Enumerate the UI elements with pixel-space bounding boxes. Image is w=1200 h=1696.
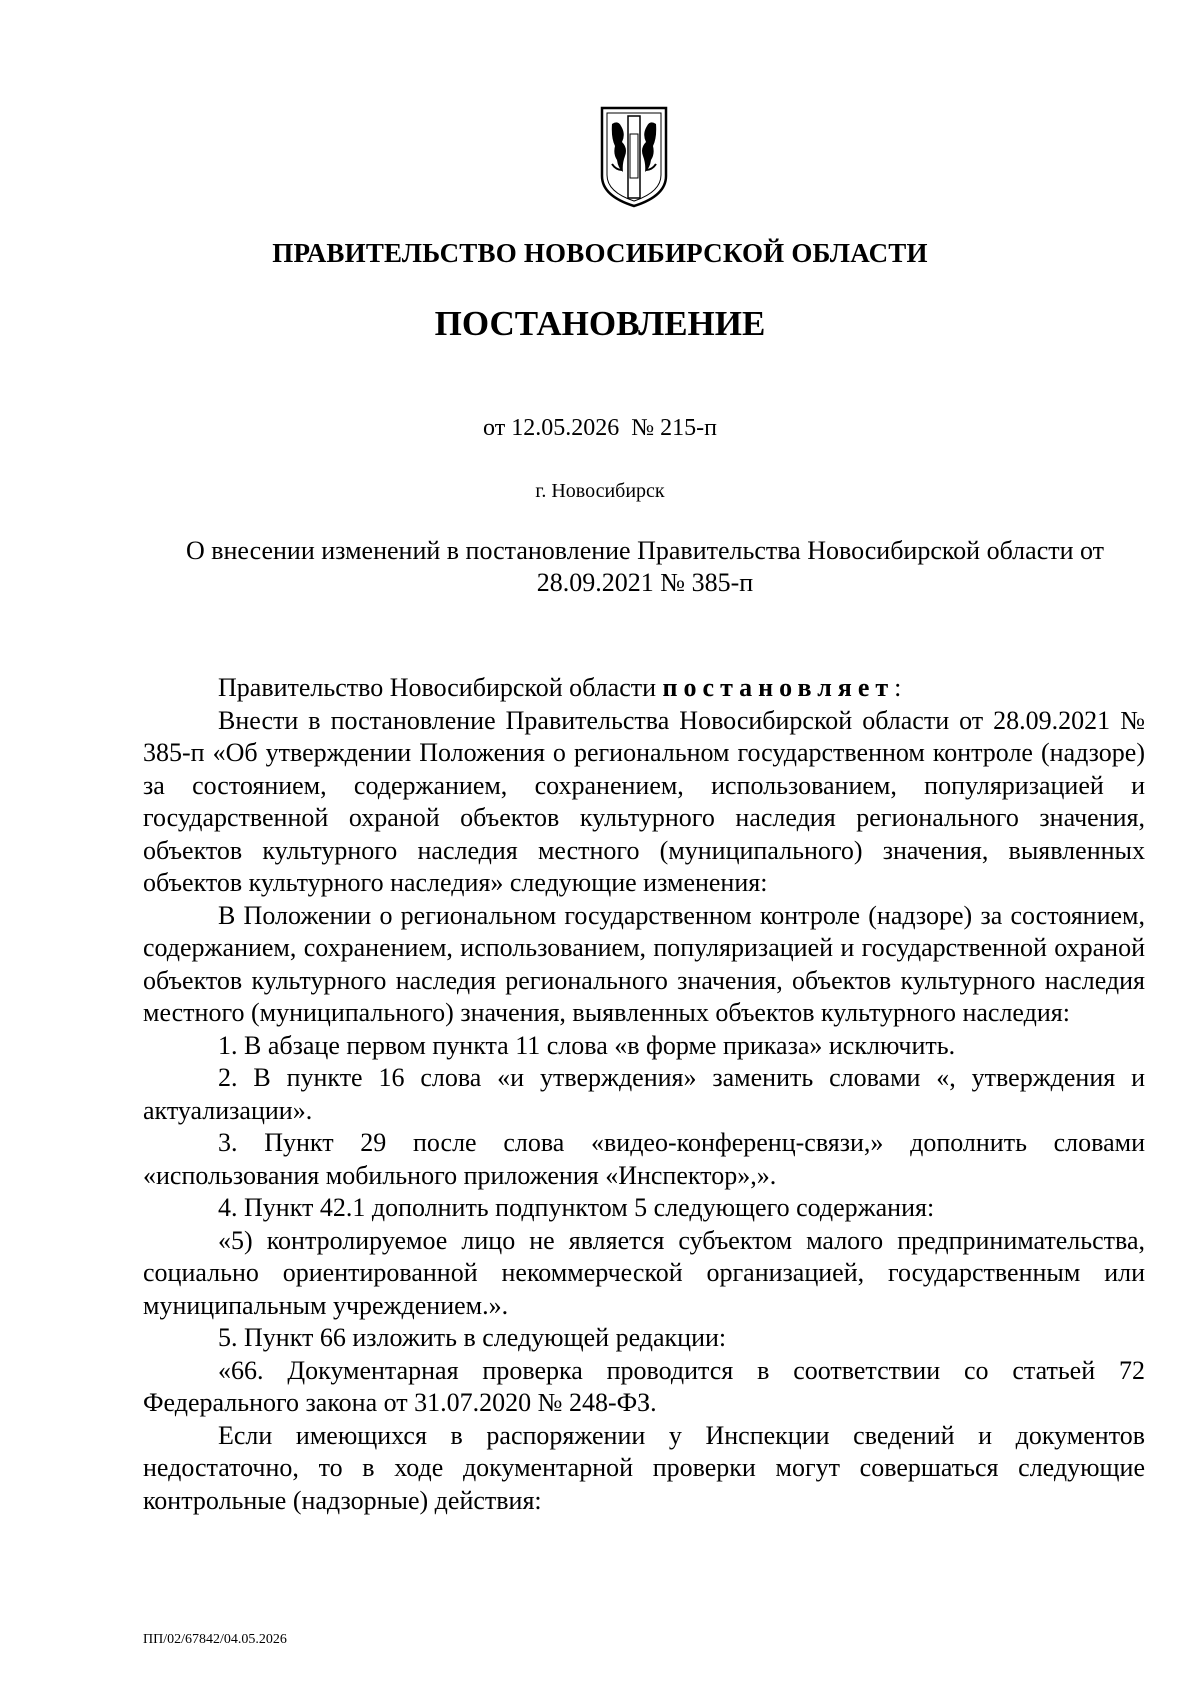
preamble-verb: постановляет xyxy=(662,673,895,702)
amendment-item-3: 3. Пункт 29 после слова «видео-конференц-связи,» дополнить словами «использования мобильного приложения «Инспектор»,». xyxy=(143,1128,1145,1190)
body-paragraph: Внести в постановление Правительства Новосибирской области от 28.09.2021 № 385-п «Об утверждении Положения о региональном государственном контроле (надзоре) за состоянием, содержанием, сохранением, использованием, популяризацией и государственной охраной объектов культурного наследия регионального значения, объектов культурного наследия местного (муниципального) значения, выявленных объектов культурного наследия» следующие изменения: xyxy=(143,705,1145,897)
preamble-paragraph xyxy=(143,672,1145,705)
document-code: ПП/02/67842/04.05.2026 xyxy=(143,1632,287,1647)
document-city: г. Новосибирск xyxy=(535,480,665,502)
coat-of-arms-icon xyxy=(598,104,670,210)
body-paragraph: Если имеющихся в распоряжении у Инспекции сведений и документов недостаточно, то в ходе документарной проверки могут совершаться следующие контрольные (надзорные) действия: xyxy=(143,1420,1145,1515)
document-body xyxy=(143,672,1145,1517)
document-date-number: от 12.05.2026 № 215-п xyxy=(483,415,717,441)
amendment-quote: «66. Документарная проверка проводится в соответствии со статьей 72 Федерального закона от 31.07.2020 № 248-ФЗ. xyxy=(143,1355,1145,1417)
amendment-item-2: 2. В пункте 16 слова «и утверждения» заменить словами «, утверждения и актуализации». xyxy=(143,1063,1145,1125)
body-paragraph: В Положении о региональном государственном контроле (надзоре) за состоянием, содержанием, сохранением, использованием, популяризацией и государственной охраной объектов культурного наследия регионального значения, объектов культурного наследия местного (муниципального) значения, выявленных объектов культурного наследия: xyxy=(143,900,1145,1027)
amendment-item-4: 4. Пункт 42.1 дополнить подпунктом 5 следующего содержания: xyxy=(218,1193,935,1222)
preamble-colon: : xyxy=(894,673,902,702)
government-title: ПРАВИТЕЛЬСТВО НОВОСИБИРСКОЙ ОБЛАСТИ xyxy=(272,238,928,268)
document-subject: О внесении изменений в постановление Правительства Новосибирской области от 28.09.2021 № 385-п xyxy=(185,536,1105,597)
amendment-item-1: 1. В абзаце первом пункта 11 слова «в форме приказа» исключить. xyxy=(218,1030,956,1060)
amendment-quote: «5) контролируемое лицо не является субъектом малого предпринимательства, социально ориентированной некоммерческой организацией, государственным или муниципальным учреждением.». xyxy=(143,1225,1145,1320)
document-type-title: ПОСТАНОВЛЕНИЕ xyxy=(434,304,766,343)
amendment-item-5: 5. Пункт 66 изложить в следующей редакции: xyxy=(218,1323,727,1352)
preamble-text: Правительство Новосибирской области xyxy=(218,673,657,702)
